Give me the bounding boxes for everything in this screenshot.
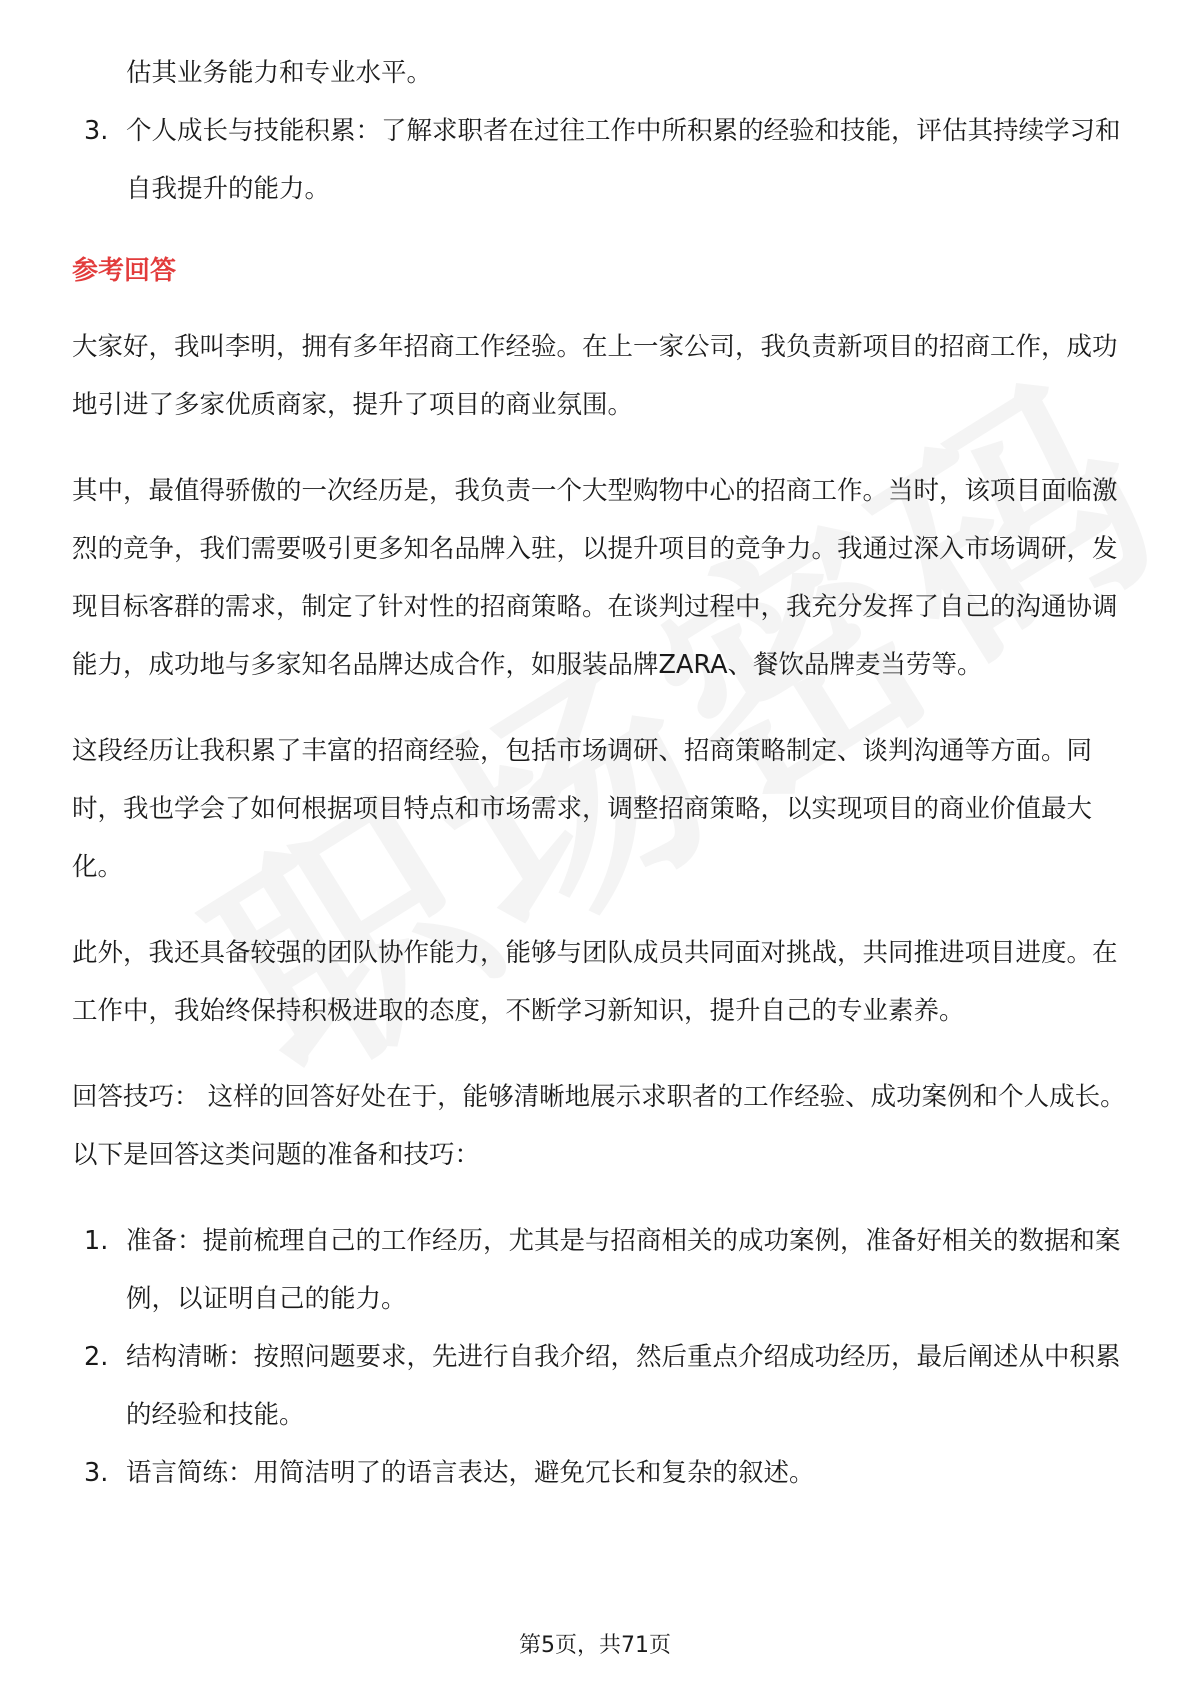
tips-list: [72, 1212, 1132, 1502]
requirements-list: [72, 102, 1132, 218]
list-item-continuation: 估其业务能力和专业水平。: [126, 58, 433, 88]
paragraph: 这段经历让我积累了丰富的招商经验，包括市场调研、招商策略制定、谈判沟通等方面。同时，我也学会了如何根据项目特点和市场需求，调整招商策略，以实现项目的商业价值最大化。: [72, 736, 1093, 882]
page-footer: 第5页，共71页: [519, 1633, 671, 1658]
list-item: [72, 1212, 1132, 1328]
list-number: 3.: [84, 116, 109, 146]
list-number: 1.: [84, 1226, 109, 1256]
paragraph: 大家好，我叫李明，拥有多年招商工作经验。在上一家公司，我负责新项目的招商工作，成功地引进了多家优质商家，提升了项目的商业氛围。: [72, 332, 1118, 420]
list-item-text: 个人成长与技能积累：了解求职者在过往工作中所积累的经验和技能，评估其持续学习和自我提升的能力。: [126, 116, 1121, 204]
list-item: [72, 1328, 1132, 1444]
list-number: 3.: [84, 1458, 109, 1488]
paragraph: 此外，我还具备较强的团队协作能力，能够与团队成员共同面对挑战，共同推进项目进度。在工作中，我始终保持积极进取的态度，不断学习新知识，提升自己的专业素养。: [72, 938, 1118, 1026]
list-item-text: 结构清晰：按照问题要求，先进行自我介绍，然后重点介绍成功经历，最后阐述从中积累的经验和技能。: [126, 1342, 1121, 1430]
section-title: 参考回答: [72, 256, 177, 286]
list-item: [72, 102, 1132, 218]
list-number: 2.: [84, 1342, 109, 1372]
list-item: [72, 1444, 1132, 1502]
page-content: [72, 44, 1132, 1502]
paragraph: 其中，最值得骄傲的一次经历是，我负责一个大型购物中心的招商工作。当时，该项目面临激烈的竞争，我们需要吸引更多知名品牌入驻，以提升项目的竞争力。我通过深入市场调研，发现目标客群的需求，制定了针对性的招商策略。在谈判过程中，我充分发挥了自己的沟通协调能力，成功地与多家知名品牌达成合作，如服装品牌ZARA、餐饮品牌麦当劳等。: [72, 476, 1118, 680]
answer-tips-paragraph: 回答技巧： 这样的回答好处在于，能够清晰地展示求职者的工作经验、成功案例和个人成长。以下是回答这类问题的准备和技巧：: [72, 1082, 1126, 1170]
list-item-text: 准备：提前梳理自己的工作经历，尤其是与招商相关的成功案例，准备好相关的数据和案例，以证明自己的能力。: [126, 1226, 1121, 1314]
list-item-text: 语言简练：用简洁明了的语言表达，避免冗长和复杂的叙述。: [126, 1458, 815, 1488]
